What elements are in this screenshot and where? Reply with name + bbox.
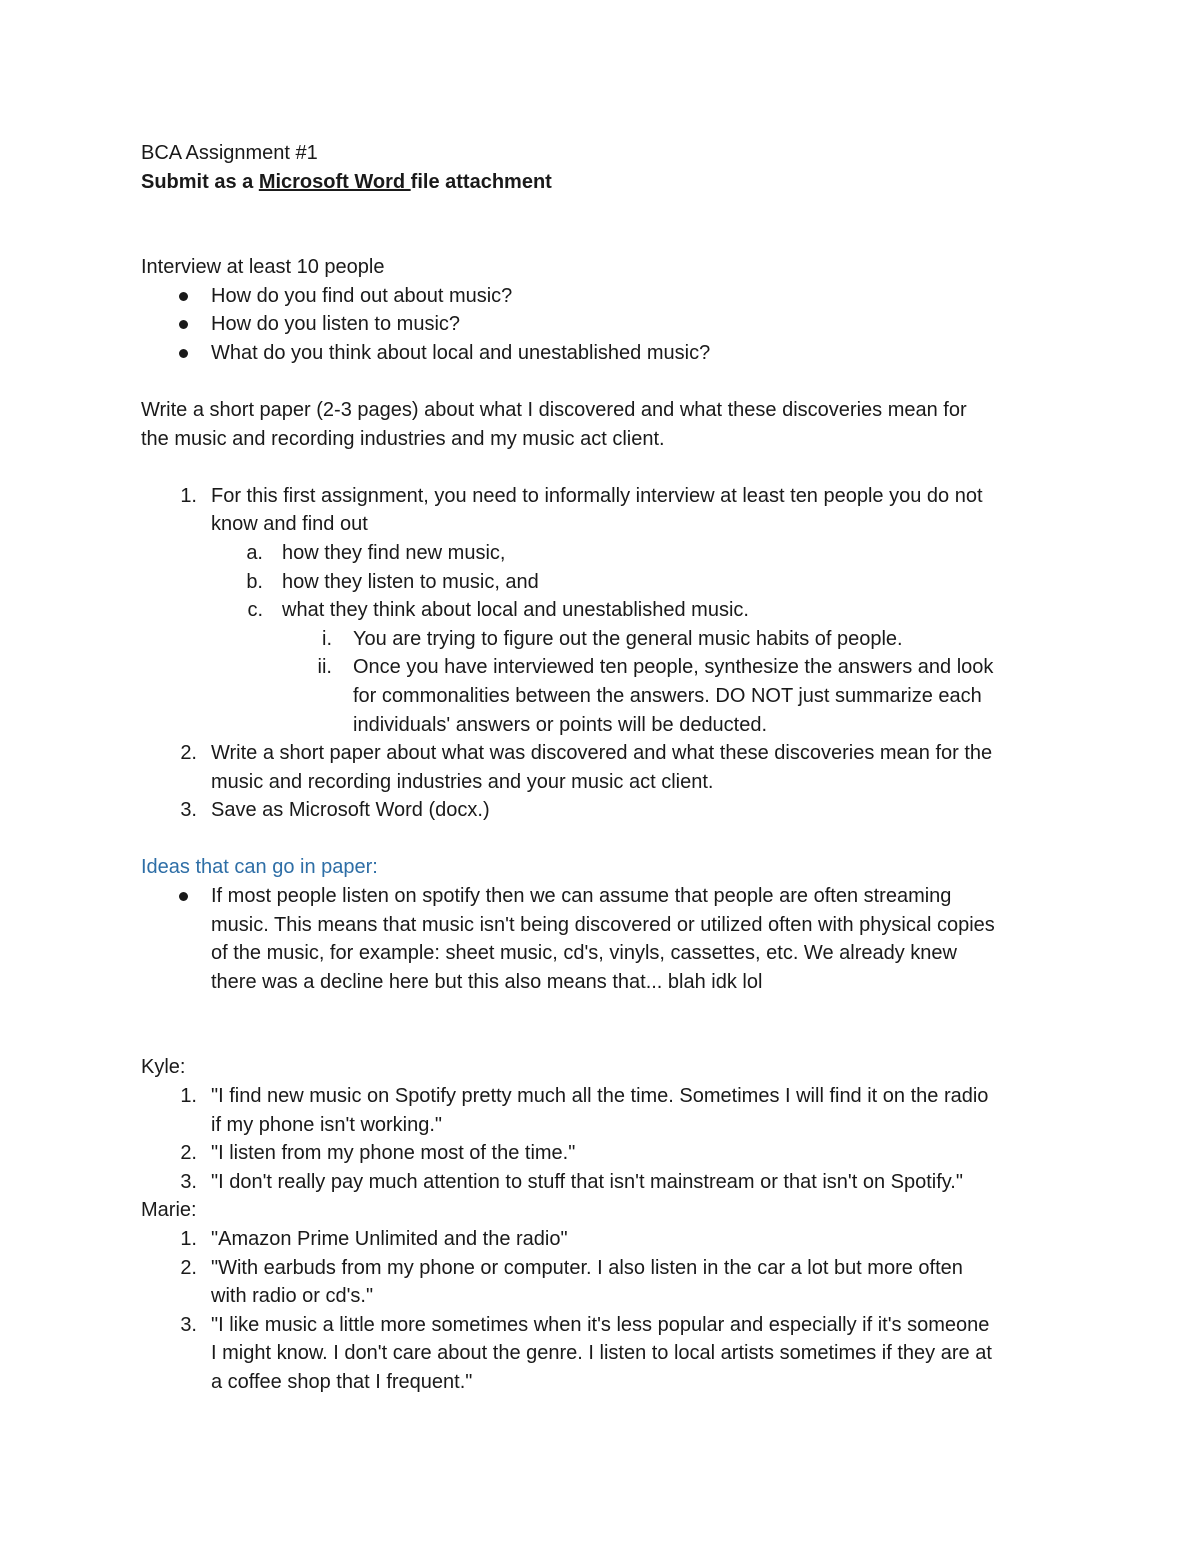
list-item: What do you think about local and unestablished music?: [141, 339, 1071, 368]
ideas-list: [141, 882, 1071, 996]
bullet-icon: [179, 320, 188, 329]
list-item: 2. "With earbuds from my phone or computer. I also listen in the car a lot but more often with radio or cd's.": [141, 1254, 1071, 1311]
list-item: If most people listen on spotify then we can assume that people are often streaming music. This means that music isn't being discovered or utilized often with physical copies of the music, for example: sheet music, cd's, vinyls, cassettes, etc. We already knew there was a decline here but this also means that... blah idk lol: [141, 882, 1071, 996]
list-item: 3. Save as Microsoft Word (docx.): [141, 796, 1071, 825]
interview-questions: [141, 282, 1071, 368]
list-marker: 3.: [180, 1170, 197, 1193]
list-item: 3. "I don't really pay much attention to stuff that isn't mainstream or that isn't on Spotify.": [141, 1168, 1071, 1197]
paper-intro-line: the music and recording industries and my music act client.: [141, 427, 665, 450]
list-marker: 2.: [180, 1256, 197, 1279]
list-marker: 2.: [180, 1142, 197, 1165]
list-item: How do you listen to music?: [141, 310, 1071, 339]
list-item: 1. For this first assignment, you need to informally interview at least ten people you do not know and find out: [141, 482, 1071, 539]
marie-answers: [141, 1225, 1071, 1397]
list-marker: 1.: [180, 1228, 197, 1250]
list-marker: c.: [247, 599, 263, 622]
list-item: 2. "I listen from my phone most of the time.": [141, 1139, 1071, 1168]
list-marker: a.: [246, 541, 263, 564]
interview-intro: Interview at least 10 people: [141, 256, 385, 278]
list-item: i. You are trying to figure out the general music habits of people.: [141, 625, 1071, 654]
ideas-heading: Ideas that can go in paper:: [141, 856, 378, 879]
interviewee-name: Marie:: [141, 1199, 197, 1222]
bullet-icon: [179, 892, 188, 901]
document-subtitle: [141, 168, 1071, 197]
list-marker: i.: [322, 627, 332, 650]
list-item: c. what they think about local and unestablished music.: [141, 596, 1071, 625]
list-marker: 3.: [180, 1313, 197, 1336]
list-marker: 1.: [180, 1085, 197, 1108]
list-item: 3. "I like music a little more sometimes when it's less popular and especially if it's someone I might know. I don't care about the genre. I listen to local artists sometimes if they are at a coffee shop that I frequent.": [141, 1311, 1071, 1397]
list-marker: 1.: [180, 484, 197, 507]
list-item: 2. Write a short paper about what was discovered and what these discoveries mean for the music and recording industries and your music act client.: [141, 739, 1071, 796]
bullet-icon: [179, 292, 188, 301]
list-item: 1. "I find new music on Spotify pretty much all the time. Sometimes I will find it on the radio if my phone isn't working.": [141, 1082, 1071, 1139]
list-marker: ii.: [317, 656, 332, 679]
bullet-icon: [179, 349, 188, 358]
document-title: BCA Assignment #1: [141, 142, 318, 164]
kyle-answers: [141, 1082, 1071, 1196]
document-page: [141, 139, 1071, 1397]
list-item: 1. "Amazon Prime Unlimited and the radio": [141, 1225, 1071, 1254]
instructions-list: [141, 482, 1071, 825]
subtitle-prefix: Submit as a: [141, 171, 259, 193]
subtitle-underlined: Microsoft Word: [258, 171, 411, 193]
list-item: ii. Once you have interviewed ten people, synthesize the answers and look for commonalities between the answers. DO NOT just summarize each individuals' answers or points will be deducted.: [141, 653, 1071, 739]
interviewee-name: Kyle:: [141, 1056, 186, 1079]
list-item: a. how they find new music,: [141, 539, 1071, 568]
paper-intro-line: Write a short paper (2-3 pages) about what I discovered and what these discoveries mean for: [141, 398, 967, 421]
list-item: How do you find out about music?: [141, 282, 1071, 311]
list-marker: 3.: [180, 799, 197, 822]
list-marker: b.: [246, 570, 263, 593]
list-marker: 2.: [180, 742, 197, 765]
subtitle-suffix: file attachment: [410, 171, 552, 193]
list-item: b. how they listen to music, and: [141, 568, 1071, 597]
